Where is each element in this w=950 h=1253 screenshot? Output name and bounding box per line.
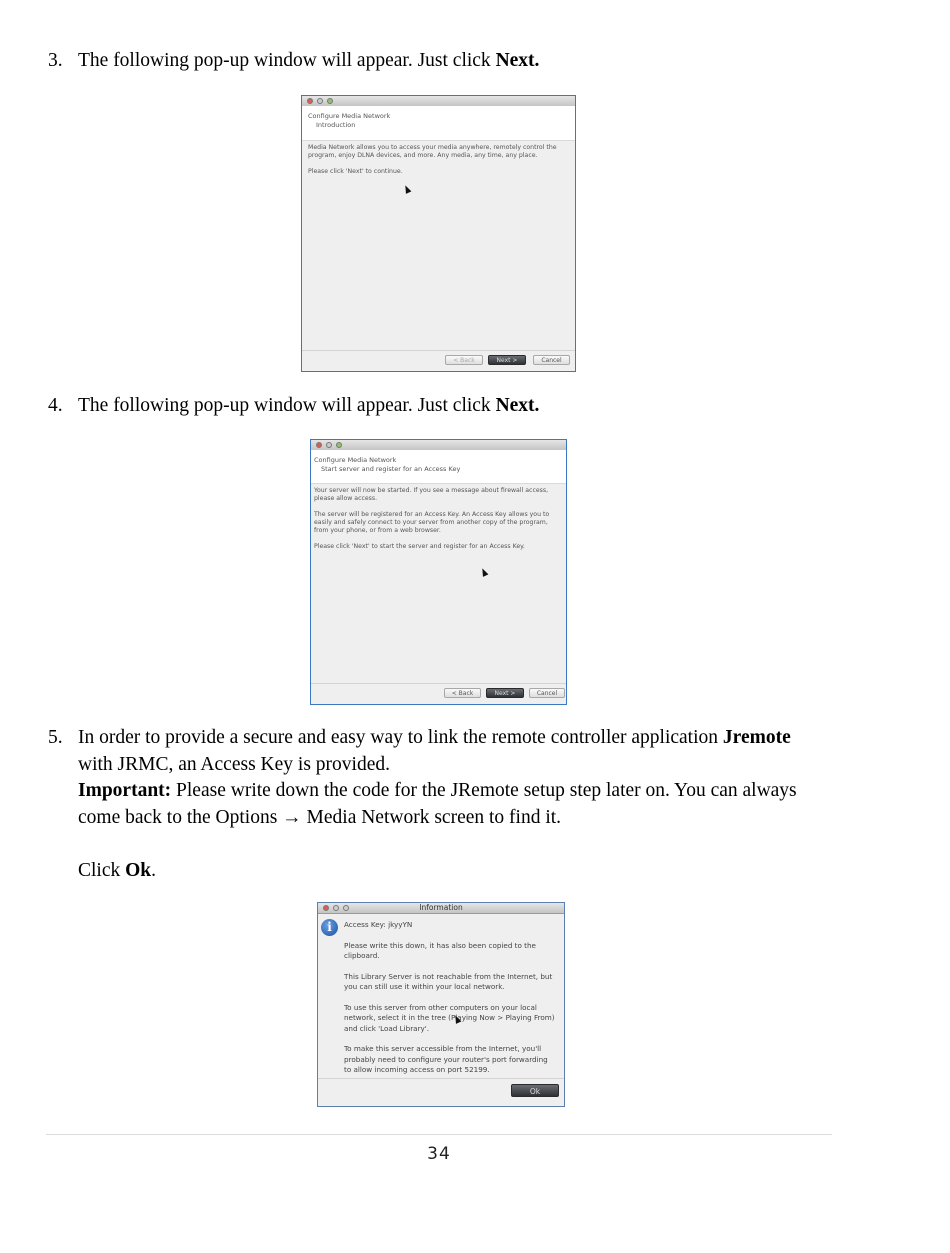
dialog-footer: [318, 1078, 564, 1106]
dialog-paragraph: Media Network allows you to access your media anywhere, remotely control the program, enjoy DLNA devices, and more. Any media, any time, any place.: [308, 144, 557, 159]
dialog-paragraph: Please click 'Next' to start the server and register for an Access Key.: [314, 543, 525, 550]
step-text-line: with JRMC, an Access Key is provided.: [78, 753, 390, 775]
configure-media-network-dialog-access-key: [310, 439, 567, 705]
step-text-line: In order to provide a secure and easy way to link the remote controller application Jremote: [78, 727, 791, 748]
dialog-header: [311, 450, 566, 484]
dialog-paragraph: The server will be registered for an Access Key. An Access Key allows you to easily and safely connect to your server from another copy of the program, from your phone, or from a web browser.: [314, 511, 550, 534]
mouse-cursor-icon: [480, 567, 489, 577]
step-text-line: come back to the Options → Media Network screen to find it.: [78, 806, 562, 828]
cancel-button[interactable]: Cancel: [529, 688, 565, 698]
ok-button[interactable]: Ok: [511, 1084, 559, 1097]
cancel-button[interactable]: Cancel: [533, 355, 570, 365]
dialog-paragraph: To make this server accessible from the Internet, you'll probably need to configure your router's port forwarding to allow incoming access on port 52199.: [344, 1044, 548, 1074]
dialog-content: [344, 920, 556, 1086]
dialog-subtitle: Start server and register for an Access Key: [321, 465, 461, 473]
next-button[interactable]: Next >: [486, 688, 524, 698]
access-key-text: Access Key: jkyyYN: [344, 920, 413, 929]
close-window-icon[interactable]: [316, 442, 322, 448]
back-button[interactable]: < Back: [444, 688, 481, 698]
page-number: 34: [427, 1144, 451, 1164]
mouse-cursor-icon: [403, 184, 412, 194]
dialog-paragraph: Please click 'Next' to continue.: [308, 168, 403, 175]
step-number: 3.: [48, 50, 63, 71]
dialog-footer: [302, 350, 575, 371]
important-note: Important: Please write down the code for the JRemote setup step later on. You can always: [78, 780, 797, 801]
step-number: 4.: [48, 395, 63, 416]
dialog-title: Configure Media Network: [314, 456, 397, 464]
close-window-icon[interactable]: [323, 905, 329, 911]
configure-media-network-dialog-intro: [301, 95, 576, 372]
dialog-footer: [311, 683, 566, 704]
back-button[interactable]: < Back: [445, 355, 483, 365]
step-number: 5.: [48, 727, 63, 748]
next-button[interactable]: Next >: [488, 355, 526, 365]
dialog-content: [314, 487, 558, 559]
dialog-header: [302, 106, 575, 141]
dialog-paragraph: Please write this down, it has also been copied to the clipboard.: [344, 940, 536, 960]
close-window-icon[interactable]: [307, 98, 313, 104]
dialog-subtitle: Introduction: [316, 121, 356, 129]
info-icon: i: [321, 919, 338, 936]
minimize-window-icon[interactable]: [333, 905, 339, 911]
dialog-paragraph: Your server will now be started. If you see a message about firewall access, please allow access.: [314, 487, 549, 502]
minimize-window-icon[interactable]: [326, 442, 332, 448]
zoom-window-icon[interactable]: [336, 442, 342, 448]
footer-divider: [46, 1134, 832, 1135]
click-ok-instruction: Click Ok.: [78, 859, 157, 881]
dialog-title: Information: [318, 903, 564, 914]
dialog-paragraph: To use this server from other computers on your local network, select it in the tree (Playing Now > Playing From) and click 'Load Library'.: [344, 1002, 555, 1033]
zoom-window-icon[interactable]: [327, 98, 333, 104]
dialog-paragraph: This Library Server is not reachable from the Internet, but you can still use it within your local network.: [344, 971, 553, 991]
minimize-window-icon[interactable]: [317, 98, 323, 104]
zoom-window-icon[interactable]: [343, 905, 349, 911]
dialog-content: [308, 144, 567, 184]
step-text: The following pop-up window will appear. Just click Next.: [78, 395, 540, 416]
information-dialog: [317, 902, 565, 1107]
step-text: The following pop-up window will appear. Just click Next.: [78, 50, 540, 71]
dialog-title: Configure Media Network: [308, 112, 391, 120]
